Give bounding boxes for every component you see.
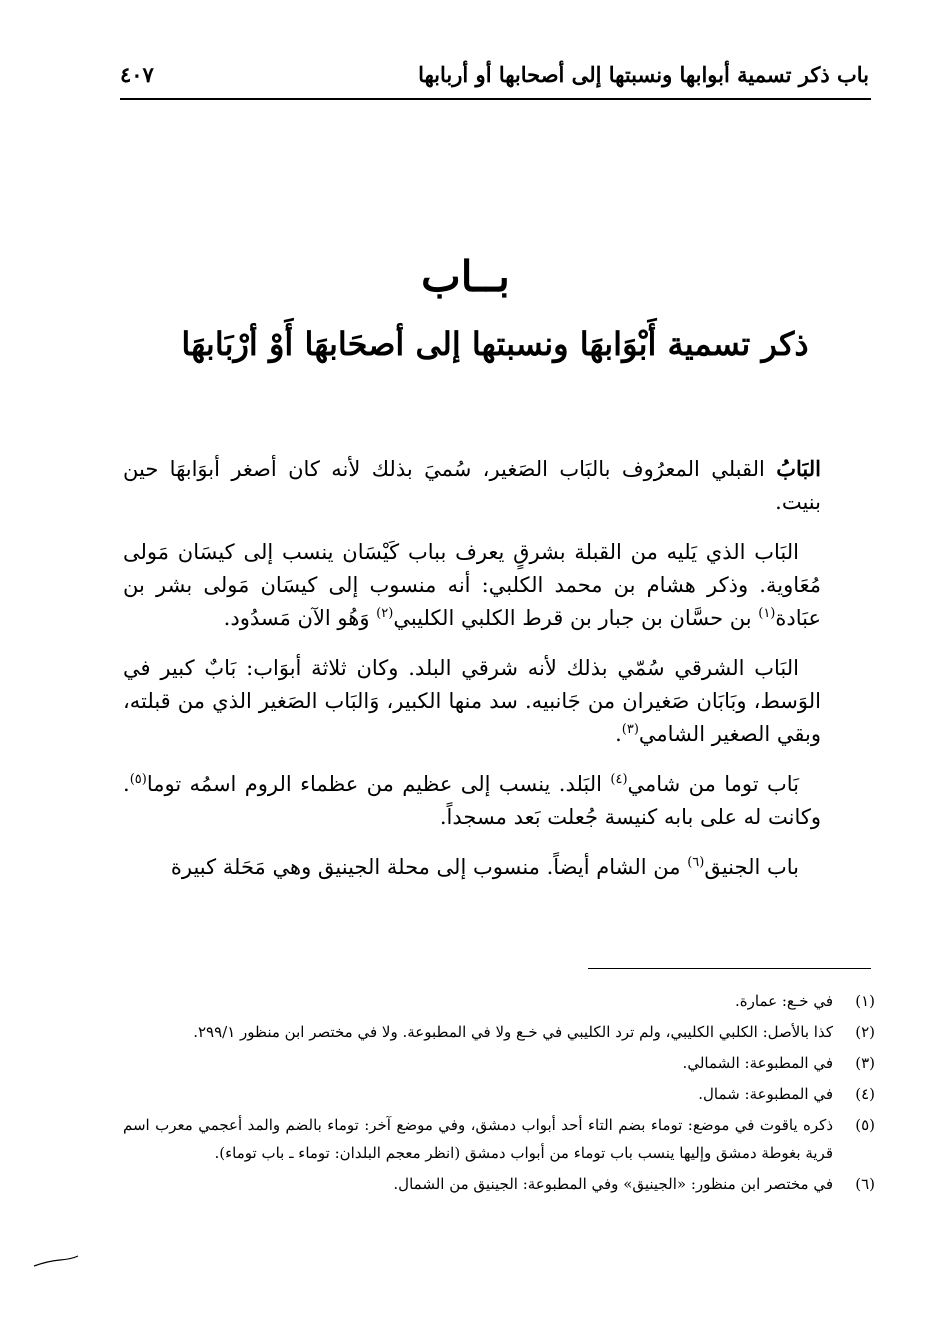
footnote-text: في المطبوعة: شمال. <box>698 1085 833 1103</box>
footnote <box>123 1080 875 1108</box>
footnote-number: (١) <box>855 992 875 1010</box>
page-number: ٤٠٧ <box>120 62 154 87</box>
footnote-text: كذا بالأصل: الكلبي الكليبي، ولم ترد الكليبي في خـع ولا في المطبوعة. ولا في مختصر ابن منظور ٢٩٩/١. <box>193 1023 833 1041</box>
footnote <box>123 1018 875 1046</box>
running-header-title: باب ذكر تسمية أبوابها ونسبتها إلى أصحابها أو أربابها <box>418 62 869 87</box>
paragraph <box>123 452 821 519</box>
paragraph-text: وَهُو الآن مَسدُود. <box>223 606 377 630</box>
paragraph <box>123 851 821 884</box>
paragraph-text: البَاب الذي يَليه من القبلة بشرقٍ يعرف بباب كَيْسَان ينسب إلى كيسَان مَولى مُعَاوية. وذكر هشام بن محمد الكلبي: أنه منسوب إلى كيسَان مَولى بشر بن عبَادة <box>123 540 821 630</box>
footnote <box>123 1049 875 1077</box>
paragraph-lead-word: البَابُ <box>776 456 821 481</box>
footnote <box>123 987 875 1015</box>
footnote-ref[interactable]: (٣) <box>621 722 639 737</box>
footnote-rule <box>588 968 871 969</box>
paragraph-text: القبلي المعرُوف بالبَاب الصَغير، سُميَ بذلك لأنه كان أصغر أبوَابهَا حين بنيت. <box>123 457 821 514</box>
paragraph-text: . <box>615 722 622 746</box>
body-text <box>123 452 821 901</box>
chapter-title: ذكر تسمية أَبْوَابهَا ونسبتها إلى أصحَابهَا أَوْ أرْبَابهَا <box>181 325 809 363</box>
footnote-ref[interactable]: (٥) <box>129 772 147 787</box>
paragraph-text: بَاب توما من شامي <box>627 772 799 796</box>
footnotes <box>123 987 875 1201</box>
footnote-number: (٦) <box>855 1175 875 1193</box>
header-rule <box>120 98 871 100</box>
paragraph <box>123 652 821 751</box>
footnote-ref[interactable]: (٢) <box>376 606 394 621</box>
paragraph-text: البَاب الشرقي سُمّي بذلك لأنه شرقي البلد. وكان ثلاثة أبوَاب: بَابٌ كبير في الوَسط، وبَابَان صَغيران من جَانبيه. سد منها الكبير، وَالبَاب الصَغير الذي من قبلته، وبقي الصغير الشامي <box>123 656 821 746</box>
footnote-ref[interactable]: (١) <box>758 606 776 621</box>
paragraph-text: . وكانت له على بابه كنيسة جُعلت بَعد مسجداً. <box>123 772 821 829</box>
paragraph-text: من الشام أيضاً. منسوب إلى محلة الجينيق وهي مَحَلة كبيرة <box>170 855 688 879</box>
chapter-word: بــاب <box>421 252 510 301</box>
footnote-text: في المطبوعة: الشمالي. <box>682 1054 833 1072</box>
footnote-ref[interactable]: (٤) <box>610 772 628 787</box>
paragraph-text: باب الجنيق <box>704 855 799 879</box>
footnote-text: ذكره ياقوت في موضع: توماء بضم التاء أحد أبواب دمشق، وفي موضع آخر: توماء بالضم والمد أعجمي معرب اسم قرية بغوطة دمشق وإليها ينسب باب توماء من أبواب دمشق (انظر معجم البلدان: توماء ـ باب توماء). <box>123 1116 833 1162</box>
paragraph <box>123 768 821 834</box>
footnote-number: (٤) <box>855 1085 875 1103</box>
footnote-number: (٥) <box>855 1116 875 1134</box>
scan-mark <box>30 1252 80 1270</box>
footnote-ref[interactable]: (٦) <box>687 855 705 870</box>
footnote <box>123 1170 875 1198</box>
footnote-text: في خـع: عمارة. <box>735 992 833 1010</box>
paragraph-text: البَلد. ينسب إلى عظيم من عظماء الروم اسمُه توما <box>146 772 611 796</box>
footnote-text: في مختصر ابن منظور: «الجينيق» وفي المطبوعة: الجينيق من الشمال. <box>393 1175 833 1193</box>
paragraph-text: بن حسَّان بن جبار بن قرط الكلبي الكليبي <box>393 606 759 630</box>
paragraph <box>123 536 821 635</box>
footnote-number: (٣) <box>855 1054 875 1072</box>
footnote <box>123 1111 875 1167</box>
footnote-number: (٢) <box>855 1023 875 1041</box>
